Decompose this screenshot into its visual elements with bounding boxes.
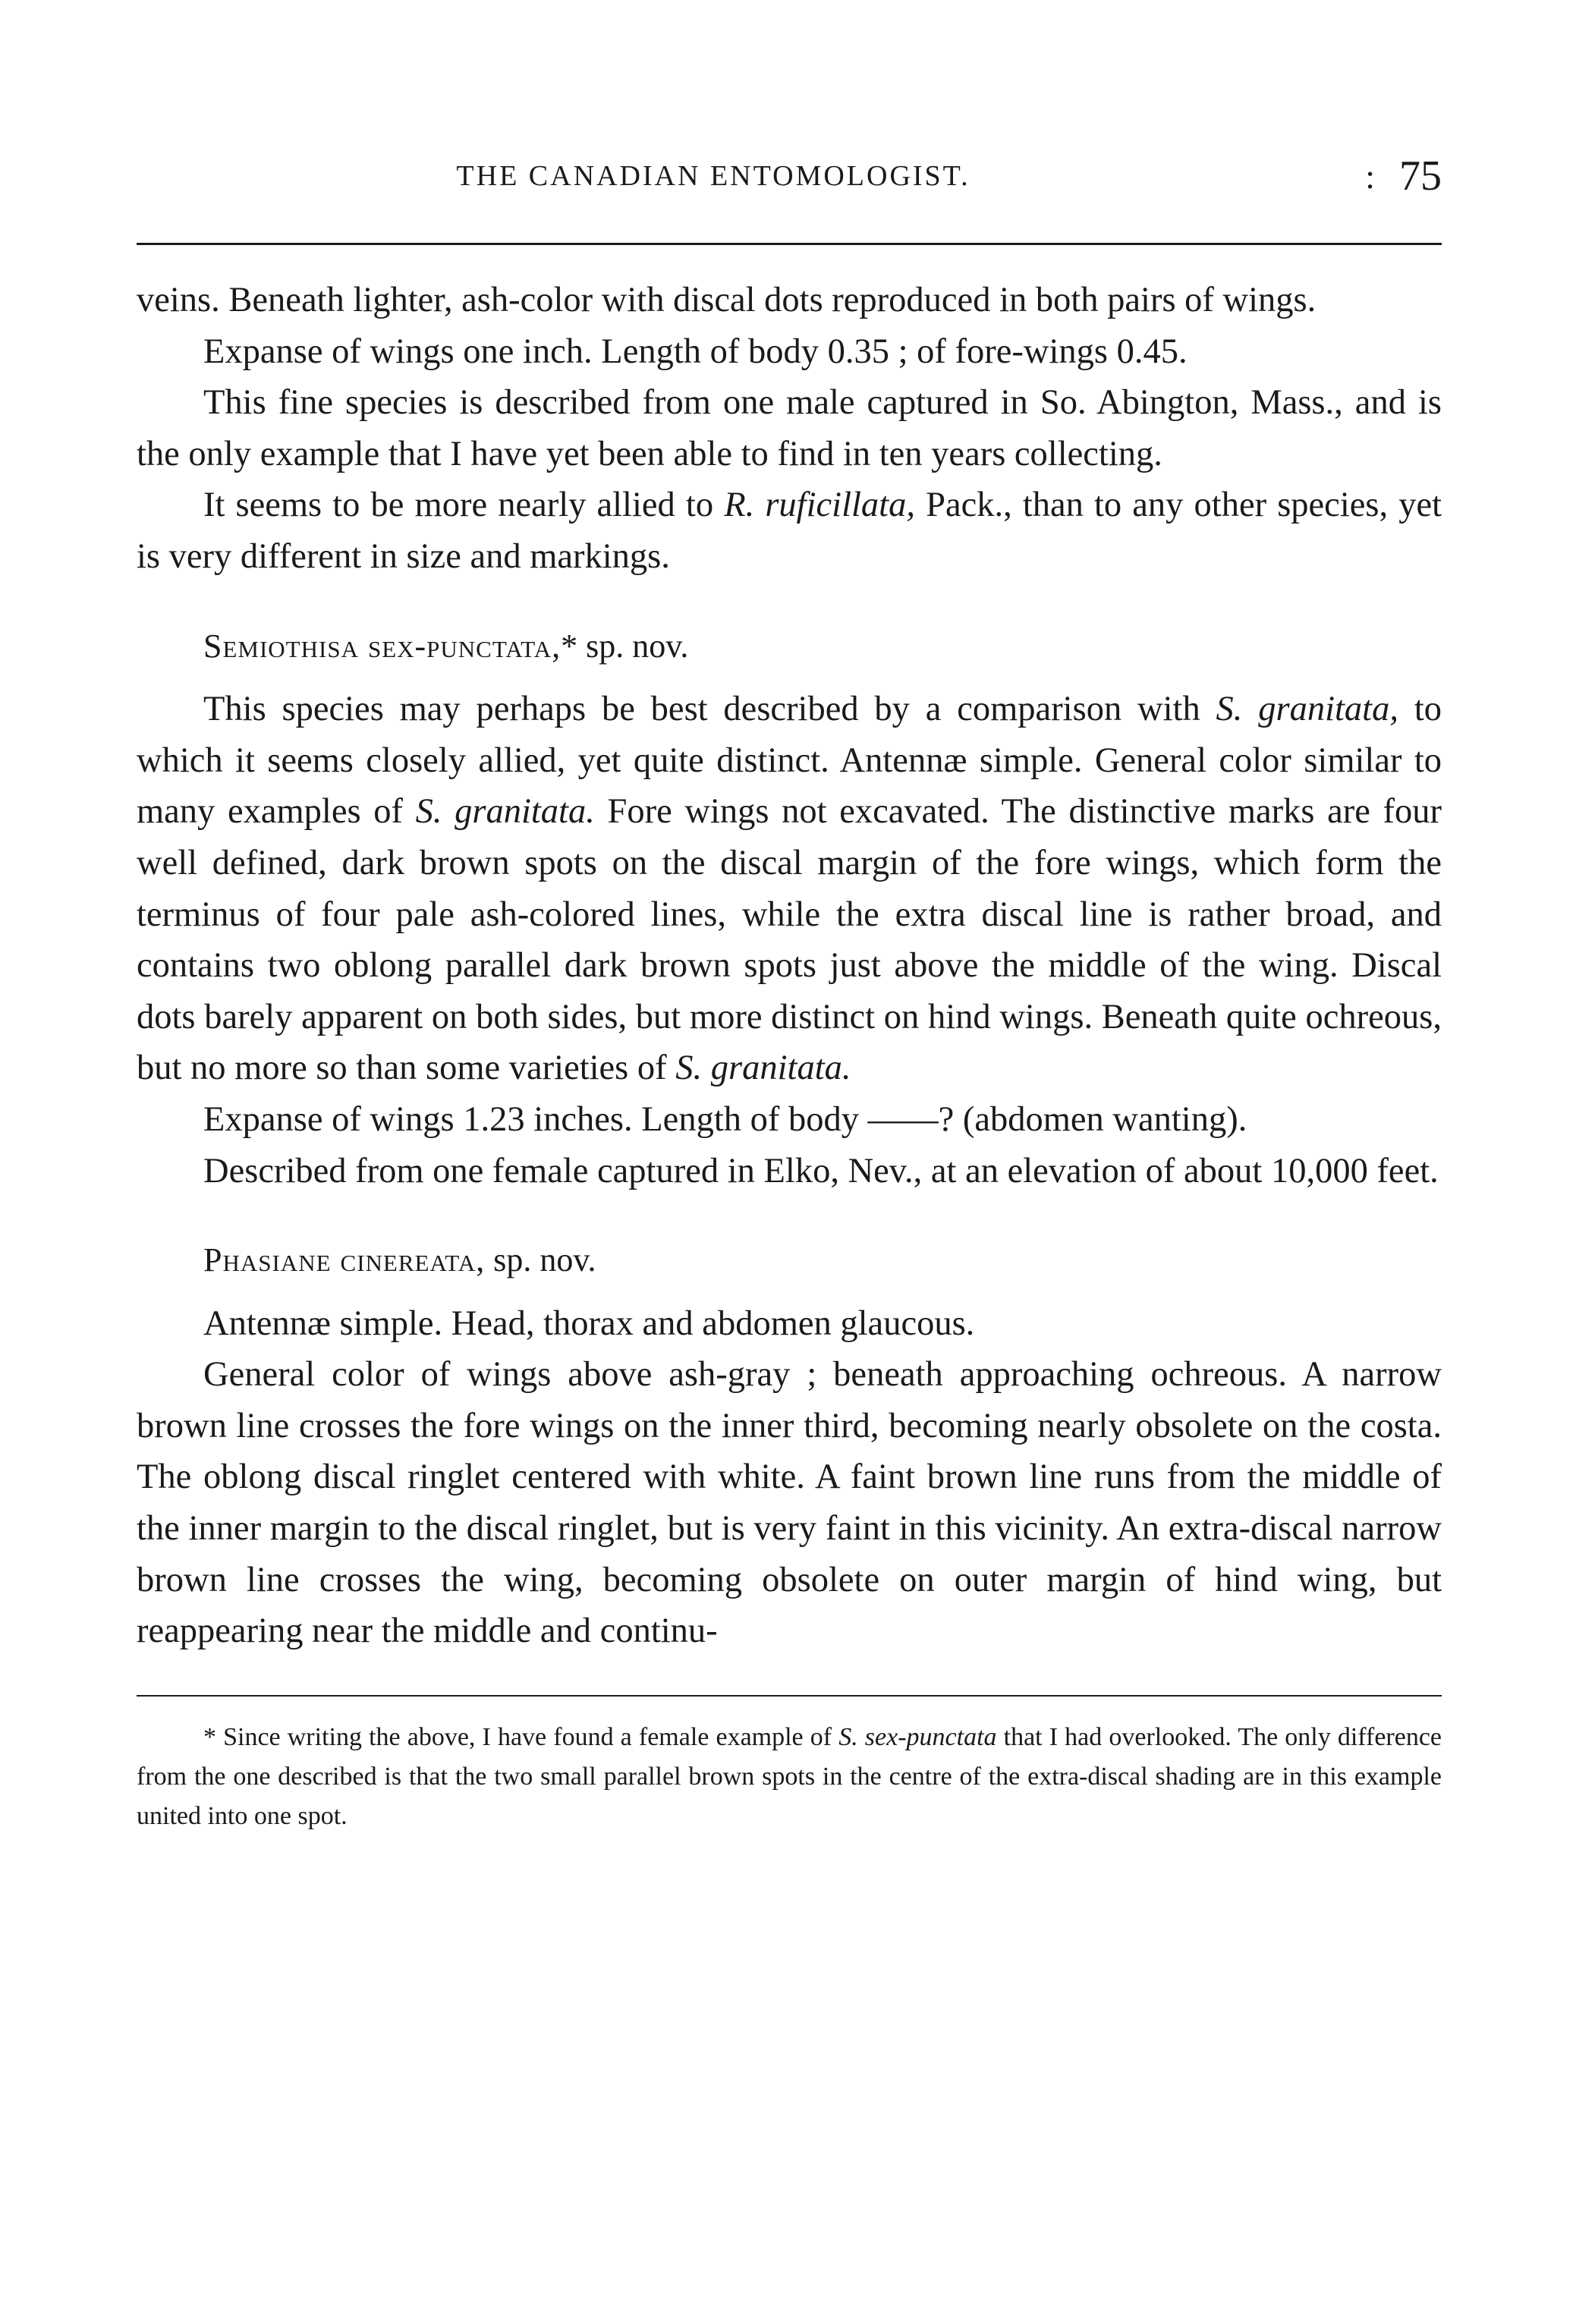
body-text	[137, 275, 1442, 1657]
species-name-ruficillata: R. ruficillata,	[724, 486, 915, 525]
page-number: 75	[1399, 153, 1442, 200]
paragraph-veins: veins. Beneath lighter, ash-color with discal dots reproduced in both pairs of wings.	[137, 281, 1316, 319]
footnote-species-name: S. sex-punctata	[838, 1723, 997, 1751]
footnote-a: * Since writing the above, I have found a female example of	[203, 1723, 839, 1751]
header-colon: :	[1365, 157, 1375, 196]
species-heading-semiothisa-name: Semiothisa sex-punctata,	[203, 627, 562, 665]
page-header	[137, 152, 1442, 200]
paragraph-allied	[137, 480, 1442, 582]
paragraph-semiothisa-description	[137, 684, 1442, 1094]
species-heading-phasiane-name: Phasiane cinereata,	[203, 1241, 486, 1279]
paragraph-general-color: General color of wings above ash-gray ; beneath approaching ochreous. A narrow brown line crosses the fore wings on the inner third, becoming nearly obsolete on the costa. The oblong discal ringlet centered with white. A faint brown line runs from the middle of the inner margin to the discal ringlet, but is very faint in this vicinity. An extra-discal narrow brown line crosses the wing, becoming obsolete on outer margin of hind wing, but reappearing near the middle and continu-	[137, 1355, 1442, 1651]
footnote-b: that I had overlooked. The only difference from the one described is that the two small parallel brown spots in the centre of the extra-discal shading are in this example united into one spot.	[137, 1723, 1442, 1830]
running-head: THE CANADIAN ENTOMOLOGIST.	[456, 160, 970, 192]
species-name-granitata-1: S. granitata,	[1216, 690, 1398, 729]
semiothisa-desc-c: Fore wings not excavated. The distinctive marks are four well defined, dark brown spots on the discal margin of the fore wings, which form the terminus of four pale ash-colored lines, while the extra discal line is rather broad, and contains two oblong parallel dark brown spots just above the middle of the wing. Discal dots barely apparent on both sides, but more distinct on hind wings. Beneath quite ochreous, but no more so than some varieties of	[137, 792, 1442, 1088]
species-heading-semiothisa	[137, 621, 1442, 672]
paragraph-allied-end: Pack., than to any other species, yet is very different in size and markings.	[137, 486, 1442, 576]
species-heading-semiothisa-rest: * sp. nov.	[561, 627, 689, 665]
paragraph-elko: Described from one female captured in Elko, Nev., at an elevation of about 10,000 feet.	[203, 1151, 1439, 1190]
paragraph-antennae: Antennæ simple. Head, thorax and abdomen glaucous.	[203, 1304, 975, 1343]
footnote-text	[137, 1718, 1442, 1836]
paragraph-expanse-2: Expanse of wings 1.23 inches. Length of body ——? (abdomen wanting).	[203, 1099, 1247, 1139]
species-name-granitata-2: S. granitata.	[415, 792, 595, 832]
page	[137, 0, 1442, 2324]
paragraph-expanse-1: Expanse of wings one inch. Length of body 0.35 ; of fore-wings 0.45.	[203, 332, 1188, 371]
header-rule	[137, 243, 1442, 245]
footnote	[137, 1718, 1442, 1836]
species-heading-phasiane	[137, 1234, 1442, 1286]
footnote-rule	[137, 1695, 1442, 1697]
paragraph-allied-start: It seems to be more nearly allied to	[203, 486, 725, 525]
paragraph-described-from: This fine species is described from one male captured in So. Abington, Mass., and is the only example that I have yet been able to find in ten years collecting.	[137, 383, 1442, 473]
semiothisa-desc-b: to which it seems closely allied, yet quite distinct. Antennæ simple. General color similar to many examples of	[137, 690, 1442, 832]
species-name-granitata-3: S. granitata.	[675, 1049, 851, 1088]
species-heading-phasiane-rest: sp. nov.	[485, 1241, 596, 1279]
semiothisa-desc-a: This species may perhaps be best described by a comparison with	[203, 690, 1216, 729]
